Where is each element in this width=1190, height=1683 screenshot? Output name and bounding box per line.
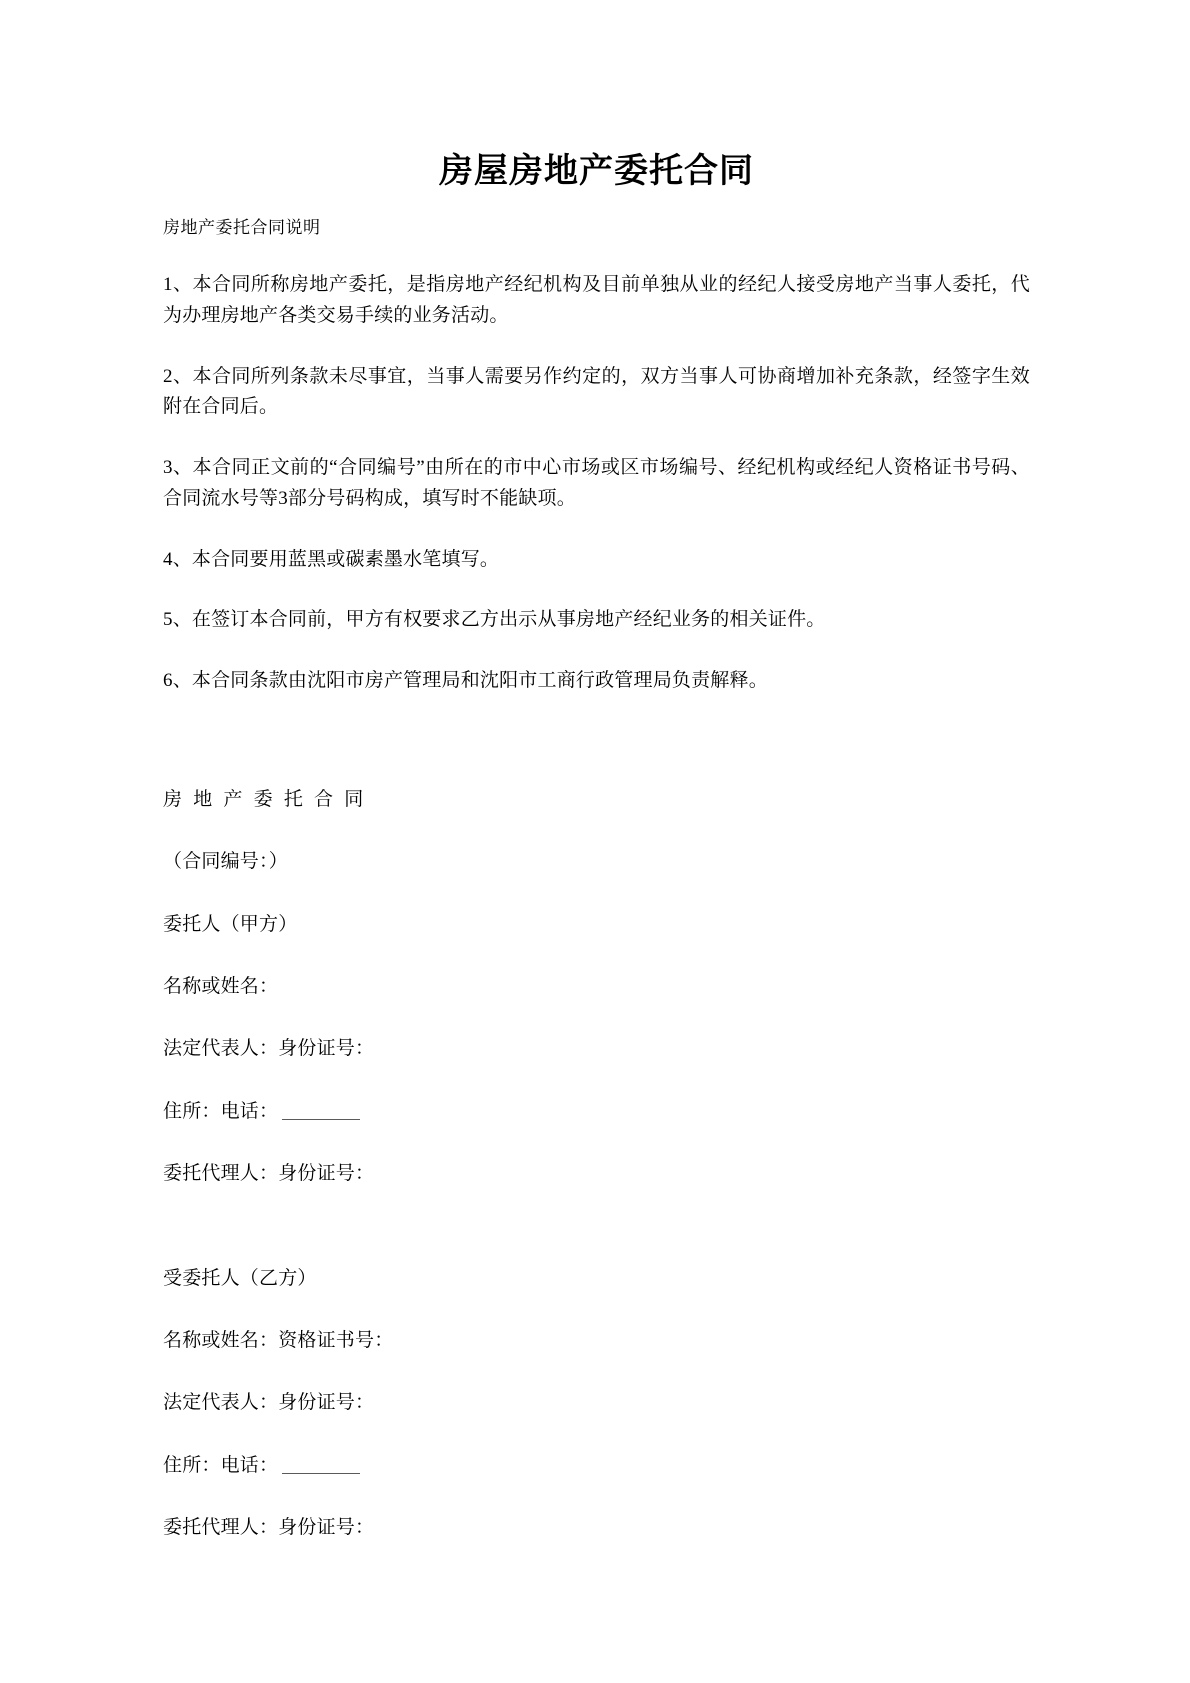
field-label: 名称或姓名： <box>163 976 279 998</box>
field-label: 住所：电话： <box>163 1100 279 1122</box>
phone-blank-rule <box>282 1119 360 1120</box>
party-b-field-agent <box>163 1513 1030 1543</box>
page-title: 房屋房地产委托合同 <box>439 152 754 190</box>
phone-blank-rule <box>282 1473 360 1474</box>
party-b-heading: 受委托人（乙方） <box>163 1267 317 1289</box>
section-spacer <box>163 727 1030 785</box>
party-b-field-name <box>163 1326 1030 1356</box>
party-b-field-legal-rep <box>163 1388 1030 1418</box>
contract-heading-char: 委 <box>253 788 273 810</box>
contract-heading-char: 托 <box>283 788 304 810</box>
contract-heading-char: 合 <box>314 788 334 810</box>
party-a-field-agent <box>163 1159 1030 1189</box>
field-label: 法定代表人：身份证号： <box>163 1038 375 1060</box>
note-item-3: 3、本合同正文前的“合同编号”由所在的市中心市场或区市场编号、经纪机构或经纪人资格证书号码、合同流水号等3部分号码构成，填写时不能缺项。 <box>163 457 1030 509</box>
contract-heading-char: 同 <box>344 788 364 810</box>
contract-heading-char: 产 <box>223 788 243 810</box>
note-item-1: 1、本合同所称房地产委托，是指房地产经纪机构及目前单独从业的经纪人接受房地产当事人委托，代为办理房地产各类交易手续的业务活动。 <box>163 274 1030 326</box>
party-a-field-name <box>163 972 1030 1002</box>
contract-heading-char: 房 <box>163 788 183 810</box>
note-item-6: 6、本合同条款由沈阳市房产管理局和沈阳市工商行政管理局负责解释。 <box>163 670 768 692</box>
contract-heading-char: 地 <box>193 788 213 810</box>
field-label: 委托代理人：身份证号： <box>163 1163 375 1185</box>
field-label: 住所：电话： <box>163 1454 279 1476</box>
field-label: 委托代理人：身份证号： <box>163 1517 375 1539</box>
field-label: 名称或姓名：资格证书号： <box>163 1330 394 1352</box>
document-subtitle: 房地产委托合同说明 <box>163 217 321 237</box>
party-a-field-legal-rep <box>163 1034 1030 1064</box>
party-spacer <box>163 1222 1030 1264</box>
party-a-heading: 委托人（甲方） <box>163 913 298 935</box>
contract-number-line: （合同编号：） <box>163 851 288 873</box>
note-item-2: 2、本合同所列条款未尽事宜，当事人需要另作约定的，双方当事人可协商增加补充条款，经签字生效附在合同后。 <box>163 365 1030 418</box>
note-item-4: 4、本合同要用蓝黑或碳素墨水笔填写。 <box>163 548 500 570</box>
contract-heading <box>163 785 1030 815</box>
party-a-field-address-phone <box>163 1097 1030 1127</box>
field-label: 法定代表人：身份证号： <box>163 1392 375 1414</box>
note-item-5: 5、在签订本合同前，甲方有权要求乙方出示从事房地产经纪业务的相关证件。 <box>163 609 826 631</box>
party-b-field-address-phone <box>163 1451 1030 1481</box>
